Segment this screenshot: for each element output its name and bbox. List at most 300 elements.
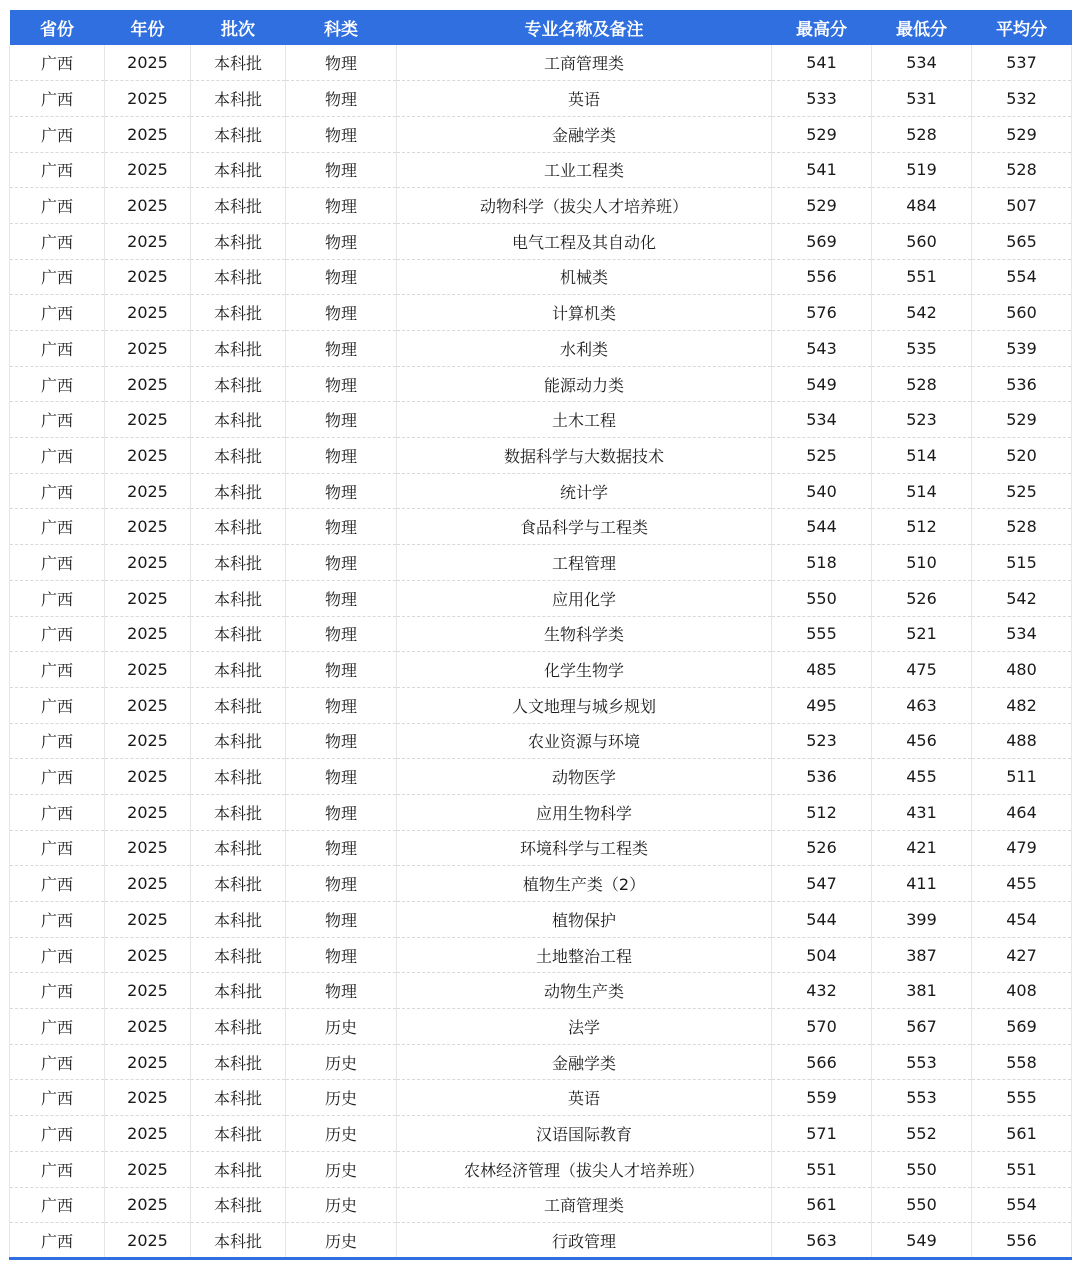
table-row <box>10 152 1072 188</box>
cell-min-score: 512 <box>872 509 972 545</box>
cell-batch: 本科批 <box>191 152 286 188</box>
cell-year: 2025 <box>105 1187 191 1223</box>
cell-year: 2025 <box>105 259 191 295</box>
table-row <box>10 331 1072 367</box>
cell-major: 英语 <box>397 81 772 117</box>
cell-max-score: 549 <box>772 366 872 402</box>
cell-year: 2025 <box>105 331 191 367</box>
cell-min-score: 528 <box>872 366 972 402</box>
cell-avg-score: 539 <box>972 331 1072 367</box>
cell-batch: 本科批 <box>191 866 286 902</box>
cell-avg-score: 488 <box>972 723 1072 759</box>
cell-avg-score: 427 <box>972 937 1072 973</box>
header-year: 年份 <box>130 20 165 40</box>
cell-max-score: 544 <box>772 509 872 545</box>
cell-batch: 本科批 <box>191 1080 286 1116</box>
cell-subject: 物理 <box>286 259 397 295</box>
cell-year: 2025 <box>105 509 191 545</box>
cell-batch: 本科批 <box>191 973 286 1009</box>
cell-min-score: 553 <box>872 1044 972 1080</box>
cell-avg-score: 454 <box>972 902 1072 938</box>
cell-province: 广西 <box>10 259 105 295</box>
cell-min-score: 550 <box>872 1187 972 1223</box>
cell-avg-score: 528 <box>972 152 1072 188</box>
table-row <box>10 973 1072 1009</box>
cell-year: 2025 <box>105 866 191 902</box>
cell-year: 2025 <box>105 1223 191 1259</box>
cell-min-score: 550 <box>872 1151 972 1187</box>
cell-max-score: 529 <box>772 188 872 224</box>
cell-subject: 历史 <box>286 1187 397 1223</box>
header-batch: 批次 <box>221 20 255 40</box>
header-province: 省份 <box>40 20 74 40</box>
cell-province: 广西 <box>10 616 105 652</box>
cell-year: 2025 <box>105 1116 191 1152</box>
cell-max-score: 485 <box>772 652 872 688</box>
cell-subject: 历史 <box>286 1009 397 1045</box>
header-subject: 科类 <box>324 20 358 40</box>
cell-province: 广西 <box>10 1044 105 1080</box>
cell-max-score: 561 <box>772 1187 872 1223</box>
cell-major: 机械类 <box>397 259 772 295</box>
cell-subject: 物理 <box>286 687 397 723</box>
cell-avg-score: 560 <box>972 295 1072 331</box>
cell-batch: 本科批 <box>191 759 286 795</box>
cell-subject: 历史 <box>286 1151 397 1187</box>
cell-min-score: 535 <box>872 331 972 367</box>
cell-batch: 本科批 <box>191 259 286 295</box>
cell-batch: 本科批 <box>191 509 286 545</box>
table-body <box>10 45 1072 1258</box>
cell-major: 应用生物科学 <box>397 794 772 830</box>
cell-major: 统计学 <box>397 473 772 509</box>
cell-max-score: 544 <box>772 902 872 938</box>
cell-province: 广西 <box>10 116 105 152</box>
cell-major: 工商管理类 <box>397 45 772 81</box>
cell-province: 广西 <box>10 1116 105 1152</box>
cell-subject: 物理 <box>286 116 397 152</box>
cell-year: 2025 <box>105 188 191 224</box>
cell-subject: 历史 <box>286 1223 397 1259</box>
cell-subject: 物理 <box>286 545 397 581</box>
cell-min-score: 553 <box>872 1080 972 1116</box>
cell-major: 土木工程 <box>397 402 772 438</box>
cell-major: 工商管理类 <box>397 1187 772 1223</box>
cell-major: 化学生物学 <box>397 652 772 688</box>
cell-min-score: 475 <box>872 652 972 688</box>
cell-min-score: 560 <box>872 223 972 259</box>
cell-avg-score: 536 <box>972 366 1072 402</box>
cell-max-score: 432 <box>772 973 872 1009</box>
cell-avg-score: 455 <box>972 866 1072 902</box>
cell-subject: 物理 <box>286 81 397 117</box>
cell-province: 广西 <box>10 545 105 581</box>
cell-major: 应用化学 <box>397 580 772 616</box>
cell-min-score: 514 <box>872 473 972 509</box>
cell-batch: 本科批 <box>191 687 286 723</box>
table-row <box>10 509 1072 545</box>
cell-batch: 本科批 <box>191 438 286 474</box>
header-avg-score: 平均分 <box>996 20 1047 40</box>
cell-min-score: 431 <box>872 794 972 830</box>
table-row <box>10 545 1072 581</box>
cell-subject: 历史 <box>286 1116 397 1152</box>
cell-min-score: 411 <box>872 866 972 902</box>
table-row <box>10 473 1072 509</box>
cell-province: 广西 <box>10 295 105 331</box>
cell-avg-score: 534 <box>972 616 1072 652</box>
cell-year: 2025 <box>105 616 191 652</box>
cell-subject: 物理 <box>286 652 397 688</box>
cell-province: 广西 <box>10 331 105 367</box>
cell-min-score: 510 <box>872 545 972 581</box>
cell-province: 广西 <box>10 1009 105 1045</box>
cell-year: 2025 <box>105 723 191 759</box>
cell-subject: 物理 <box>286 402 397 438</box>
cell-avg-score: 515 <box>972 545 1072 581</box>
cell-major: 水利类 <box>397 331 772 367</box>
cell-major: 食品科学与工程类 <box>397 509 772 545</box>
cell-year: 2025 <box>105 473 191 509</box>
cell-province: 广西 <box>10 81 105 117</box>
cell-batch: 本科批 <box>191 45 286 81</box>
cell-max-score: 551 <box>772 1151 872 1187</box>
cell-max-score: 518 <box>772 545 872 581</box>
cell-max-score: 563 <box>772 1223 872 1259</box>
cell-major: 工程管理 <box>397 545 772 581</box>
cell-min-score: 514 <box>872 438 972 474</box>
cell-year: 2025 <box>105 402 191 438</box>
cell-province: 广西 <box>10 937 105 973</box>
header-row <box>10 10 1072 45</box>
cell-min-score: 542 <box>872 295 972 331</box>
cell-avg-score: 511 <box>972 759 1072 795</box>
cell-avg-score: 554 <box>972 259 1072 295</box>
cell-batch: 本科批 <box>191 1151 286 1187</box>
cell-subject: 物理 <box>286 973 397 1009</box>
cell-max-score: 495 <box>772 687 872 723</box>
table-row <box>10 937 1072 973</box>
cell-subject: 物理 <box>286 223 397 259</box>
table-row <box>10 1116 1072 1152</box>
cell-min-score: 526 <box>872 580 972 616</box>
score-table-container <box>9 10 1071 1260</box>
cell-province: 广西 <box>10 687 105 723</box>
cell-max-score: 540 <box>772 473 872 509</box>
cell-avg-score: 479 <box>972 830 1072 866</box>
cell-province: 广西 <box>10 45 105 81</box>
cell-batch: 本科批 <box>191 794 286 830</box>
header-max-score: 最高分 <box>796 20 847 40</box>
cell-year: 2025 <box>105 1080 191 1116</box>
cell-max-score: 523 <box>772 723 872 759</box>
cell-batch: 本科批 <box>191 223 286 259</box>
cell-province: 广西 <box>10 509 105 545</box>
cell-max-score: 556 <box>772 259 872 295</box>
cell-min-score: 484 <box>872 188 972 224</box>
cell-year: 2025 <box>105 580 191 616</box>
cell-batch: 本科批 <box>191 937 286 973</box>
cell-subject: 历史 <box>286 1080 397 1116</box>
cell-avg-score: 537 <box>972 45 1072 81</box>
cell-province: 广西 <box>10 652 105 688</box>
cell-avg-score: 556 <box>972 1223 1072 1259</box>
cell-subject: 物理 <box>286 794 397 830</box>
cell-major: 农林经济管理（拔尖人才培养班） <box>397 1151 772 1187</box>
cell-min-score: 519 <box>872 152 972 188</box>
table-row <box>10 81 1072 117</box>
cell-max-score: 570 <box>772 1009 872 1045</box>
cell-avg-score: 532 <box>972 81 1072 117</box>
cell-min-score: 456 <box>872 723 972 759</box>
cell-batch: 本科批 <box>191 723 286 759</box>
cell-avg-score: 529 <box>972 402 1072 438</box>
cell-year: 2025 <box>105 45 191 81</box>
cell-major: 环境科学与工程类 <box>397 830 772 866</box>
cell-subject: 物理 <box>286 152 397 188</box>
cell-province: 广西 <box>10 866 105 902</box>
table-row <box>10 438 1072 474</box>
table-row <box>10 116 1072 152</box>
cell-batch: 本科批 <box>191 81 286 117</box>
table-row <box>10 188 1072 224</box>
cell-max-score: 566 <box>772 1044 872 1080</box>
cell-min-score: 523 <box>872 402 972 438</box>
cell-avg-score: 558 <box>972 1044 1072 1080</box>
cell-subject: 物理 <box>286 473 397 509</box>
cell-year: 2025 <box>105 1044 191 1080</box>
cell-subject: 物理 <box>286 580 397 616</box>
table-row <box>10 45 1072 81</box>
cell-batch: 本科批 <box>191 1223 286 1259</box>
cell-subject: 历史 <box>286 1044 397 1080</box>
cell-year: 2025 <box>105 366 191 402</box>
cell-province: 广西 <box>10 402 105 438</box>
cell-batch: 本科批 <box>191 830 286 866</box>
cell-major: 计算机类 <box>397 295 772 331</box>
table-row <box>10 1080 1072 1116</box>
cell-min-score: 421 <box>872 830 972 866</box>
table-row <box>10 259 1072 295</box>
cell-batch: 本科批 <box>191 366 286 402</box>
cell-major: 生物科学类 <box>397 616 772 652</box>
cell-year: 2025 <box>105 687 191 723</box>
cell-major: 农业资源与环境 <box>397 723 772 759</box>
cell-batch: 本科批 <box>191 1187 286 1223</box>
cell-avg-score: 551 <box>972 1151 1072 1187</box>
cell-province: 广西 <box>10 188 105 224</box>
cell-max-score: 536 <box>772 759 872 795</box>
header-min-score: 最低分 <box>896 20 947 40</box>
cell-major: 动物医学 <box>397 759 772 795</box>
cell-major: 工业工程类 <box>397 152 772 188</box>
cell-subject: 物理 <box>286 509 397 545</box>
cell-subject: 物理 <box>286 331 397 367</box>
cell-max-score: 525 <box>772 438 872 474</box>
table-row <box>10 1187 1072 1223</box>
table-row <box>10 830 1072 866</box>
cell-major: 行政管理 <box>397 1223 772 1259</box>
cell-year: 2025 <box>105 937 191 973</box>
cell-max-score: 576 <box>772 295 872 331</box>
table-row <box>10 794 1072 830</box>
cell-province: 广西 <box>10 366 105 402</box>
table-row <box>10 687 1072 723</box>
cell-year: 2025 <box>105 652 191 688</box>
table-row <box>10 223 1072 259</box>
cell-batch: 本科批 <box>191 580 286 616</box>
cell-max-score: 534 <box>772 402 872 438</box>
cell-province: 广西 <box>10 1080 105 1116</box>
cell-avg-score: 525 <box>972 473 1072 509</box>
cell-max-score: 529 <box>772 116 872 152</box>
cell-subject: 物理 <box>286 616 397 652</box>
cell-major: 金融学类 <box>397 1044 772 1080</box>
cell-batch: 本科批 <box>191 402 286 438</box>
cell-min-score: 521 <box>872 616 972 652</box>
cell-max-score: 512 <box>772 794 872 830</box>
cell-min-score: 552 <box>872 1116 972 1152</box>
cell-province: 广西 <box>10 1151 105 1187</box>
cell-subject: 物理 <box>286 45 397 81</box>
cell-subject: 物理 <box>286 188 397 224</box>
cell-max-score: 550 <box>772 580 872 616</box>
cell-province: 广西 <box>10 830 105 866</box>
cell-batch: 本科批 <box>191 545 286 581</box>
cell-min-score: 463 <box>872 687 972 723</box>
cell-major: 汉语国际教育 <box>397 1116 772 1152</box>
cell-batch: 本科批 <box>191 116 286 152</box>
cell-year: 2025 <box>105 1009 191 1045</box>
cell-major: 金融学类 <box>397 116 772 152</box>
cell-subject: 物理 <box>286 902 397 938</box>
cell-year: 2025 <box>105 759 191 795</box>
cell-avg-score: 520 <box>972 438 1072 474</box>
cell-max-score: 555 <box>772 616 872 652</box>
cell-avg-score: 464 <box>972 794 1072 830</box>
cell-min-score: 531 <box>872 81 972 117</box>
table-row <box>10 1223 1072 1259</box>
cell-avg-score: 555 <box>972 1080 1072 1116</box>
cell-major: 能源动力类 <box>397 366 772 402</box>
cell-avg-score: 507 <box>972 188 1072 224</box>
cell-max-score: 559 <box>772 1080 872 1116</box>
table-row <box>10 295 1072 331</box>
cell-subject: 物理 <box>286 830 397 866</box>
cell-max-score: 504 <box>772 937 872 973</box>
cell-year: 2025 <box>105 295 191 331</box>
table-header <box>10 10 1072 45</box>
cell-min-score: 528 <box>872 116 972 152</box>
cell-year: 2025 <box>105 152 191 188</box>
cell-year: 2025 <box>105 223 191 259</box>
cell-major: 法学 <box>397 1009 772 1045</box>
cell-avg-score: 482 <box>972 687 1072 723</box>
cell-major: 动物生产类 <box>397 973 772 1009</box>
cell-major: 英语 <box>397 1080 772 1116</box>
cell-avg-score: 480 <box>972 652 1072 688</box>
cell-batch: 本科批 <box>191 1044 286 1080</box>
cell-major: 动物科学（拔尖人才培养班） <box>397 188 772 224</box>
cell-batch: 本科批 <box>191 473 286 509</box>
cell-max-score: 543 <box>772 331 872 367</box>
cell-avg-score: 408 <box>972 973 1072 1009</box>
cell-avg-score: 542 <box>972 580 1072 616</box>
cell-year: 2025 <box>105 973 191 1009</box>
table-row <box>10 616 1072 652</box>
cell-province: 广西 <box>10 1187 105 1223</box>
admission-score-table <box>9 10 1072 1260</box>
cell-min-score: 399 <box>872 902 972 938</box>
cell-year: 2025 <box>105 81 191 117</box>
cell-year: 2025 <box>105 438 191 474</box>
cell-year: 2025 <box>105 545 191 581</box>
cell-province: 广西 <box>10 580 105 616</box>
cell-subject: 物理 <box>286 295 397 331</box>
cell-min-score: 534 <box>872 45 972 81</box>
cell-major: 人文地理与城乡规划 <box>397 687 772 723</box>
cell-province: 广西 <box>10 1223 105 1259</box>
cell-major: 电气工程及其自动化 <box>397 223 772 259</box>
cell-batch: 本科批 <box>191 902 286 938</box>
table-row <box>10 723 1072 759</box>
cell-max-score: 541 <box>772 152 872 188</box>
cell-year: 2025 <box>105 794 191 830</box>
cell-province: 广西 <box>10 723 105 759</box>
cell-province: 广西 <box>10 973 105 1009</box>
cell-batch: 本科批 <box>191 1116 286 1152</box>
cell-year: 2025 <box>105 830 191 866</box>
cell-major: 土地整治工程 <box>397 937 772 973</box>
cell-batch: 本科批 <box>191 295 286 331</box>
table-row <box>10 759 1072 795</box>
table-row <box>10 1044 1072 1080</box>
table-row <box>10 366 1072 402</box>
cell-avg-score: 565 <box>972 223 1072 259</box>
cell-max-score: 526 <box>772 830 872 866</box>
table-row <box>10 902 1072 938</box>
cell-year: 2025 <box>105 1151 191 1187</box>
cell-province: 广西 <box>10 794 105 830</box>
cell-major: 植物保护 <box>397 902 772 938</box>
cell-year: 2025 <box>105 116 191 152</box>
cell-batch: 本科批 <box>191 652 286 688</box>
cell-major: 植物生产类（2） <box>397 866 772 902</box>
cell-province: 广西 <box>10 759 105 795</box>
cell-subject: 物理 <box>286 723 397 759</box>
cell-avg-score: 569 <box>972 1009 1072 1045</box>
cell-province: 广西 <box>10 152 105 188</box>
table-row <box>10 402 1072 438</box>
cell-province: 广西 <box>10 223 105 259</box>
cell-subject: 物理 <box>286 759 397 795</box>
cell-avg-score: 528 <box>972 509 1072 545</box>
cell-subject: 物理 <box>286 366 397 402</box>
cell-batch: 本科批 <box>191 188 286 224</box>
cell-max-score: 533 <box>772 81 872 117</box>
cell-avg-score: 561 <box>972 1116 1072 1152</box>
cell-batch: 本科批 <box>191 1009 286 1045</box>
cell-avg-score: 554 <box>972 1187 1072 1223</box>
cell-province: 广西 <box>10 438 105 474</box>
table-row <box>10 1009 1072 1045</box>
header-major: 专业名称及备注 <box>524 20 644 40</box>
cell-batch: 本科批 <box>191 331 286 367</box>
cell-avg-score: 529 <box>972 116 1072 152</box>
cell-subject: 物理 <box>286 866 397 902</box>
cell-max-score: 571 <box>772 1116 872 1152</box>
cell-min-score: 551 <box>872 259 972 295</box>
